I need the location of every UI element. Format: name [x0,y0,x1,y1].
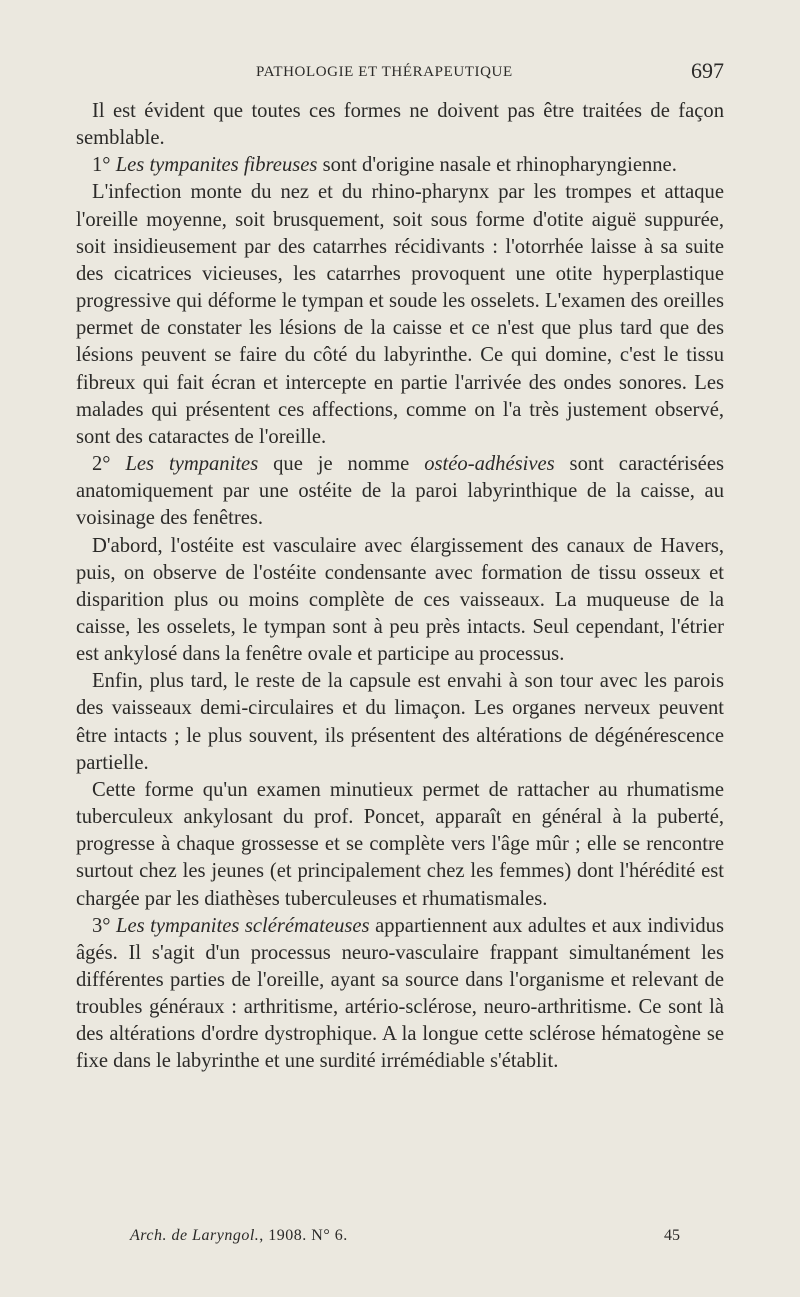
paragraph: Enfin, plus tard, le reste de la capsule est envahi à son tour avec les parois des vaisseaux demi-circulaires et du limaçon. Les organes nerveux peuvent être intacts ; le plus souvent, ils présentent des altérations de dégénérescence partielle. [76,670,724,774]
page-footer [130,1227,680,1253]
body-text [76,98,724,1076]
running-title: PATHOLOGIE ET THÉRAPEUTIQUE [256,64,513,80]
paragraph-section-3: 3° Les tympanites sclérémateuses appartiennent aux adultes et aux individus âgés. Il s'agit d'un processus neuro-vasculaire frappant simultanément les différentes parties de l'oreille, ayant sa source dans l'organisme et relevant de troubles généraux : arthritisme, artério-sclérose, neuro-arthritisme. Ce sont là des altérations d'ordre dystrophique. A la longue cette sclérose hématogène se fixe dans le labyrinthe et une surdité irrémédiable s'établit. [76,914,724,1073]
section-heading: Les tympanites fibreuses [115,154,318,177]
page-number: 697 [691,58,724,83]
page-header [76,58,724,88]
section-heading: Les tympanites [125,453,259,476]
paragraph-section-2: 2° Les tympanites que je nomme ostéo-adhésives sont caractérisées anatomiquement par une ostéite de la paroi labyrinthique de la caisse, au voisinage des fenêtres. [76,453,724,530]
paragraph: Il est évident que toutes ces formes ne doivent pas être traitées de façon semblable. [76,100,724,150]
journal-citation [130,1227,348,1245]
paragraph-section-1: 1° Les tympanites fibreuses sont d'origine nasale et rhinopharyngienne. [92,154,677,177]
section-heading: Les tympanites sclérémateuses [116,914,370,937]
journal-title: Arch. de Laryngol. [130,1227,260,1244]
section-term: ostéo-adhésives [424,453,555,476]
paragraph: L'infection monte du nez et du rhino-pharynx par les trompes et attaque l'oreille moyenne, soit brusquement, soit sous forme d'otite aiguë suppurée, soit insidieusement par des catarrhes récidivants : l'otorrhée laisse à sa suite des cicatrices vicieuses, les catarrhes provoquent une otite hyperplastique progressive qui déforme le tympan et soude les osselets. L'examen des oreilles permet de constater les lésions de la caisse et ce n'est que plus tard que des lésions peuvent se faire du côté du labyrinthe. Ce qui domine, c'est le tissu fibreux qui fait écran et intercepte en partie l'arrivée des ondes sonores. Les malades qui présentent ces affections, comme on l'a très justement observé, sont des cataractes de l'oreille. [76,181,724,448]
paragraph: D'abord, l'ostéite est vasculaire avec élargissement des canaux de Havers, puis, on observe de l'ostéite condensante avec formation de tissu osseux et disparition plus ou moins complète de ces vaisseaux. La muqueuse de la caisse, les osselets, le tympan sont à peu près intacts. Seul cependant, l'étrier est ankylosé dans la fenêtre ovale et participe au processus. [76,534,724,666]
signature-mark: 45 [664,1227,680,1244]
paragraph: Cette forme qu'un examen minutieux permet de rattacher au rhumatisme tuberculeux ankylosant du prof. Poncet, apparaît en général à la puberté, progresse à chaque grossesse et se complète vers l'âge mûr ; elle se rencontre surtout chez les jeunes (et principalement chez les femmes) dont l'hérédité est chargée par les diathèses tuberculeuses et rhumatismales. [76,778,724,910]
journal-details: , 1908. N° 6. [259,1227,348,1244]
